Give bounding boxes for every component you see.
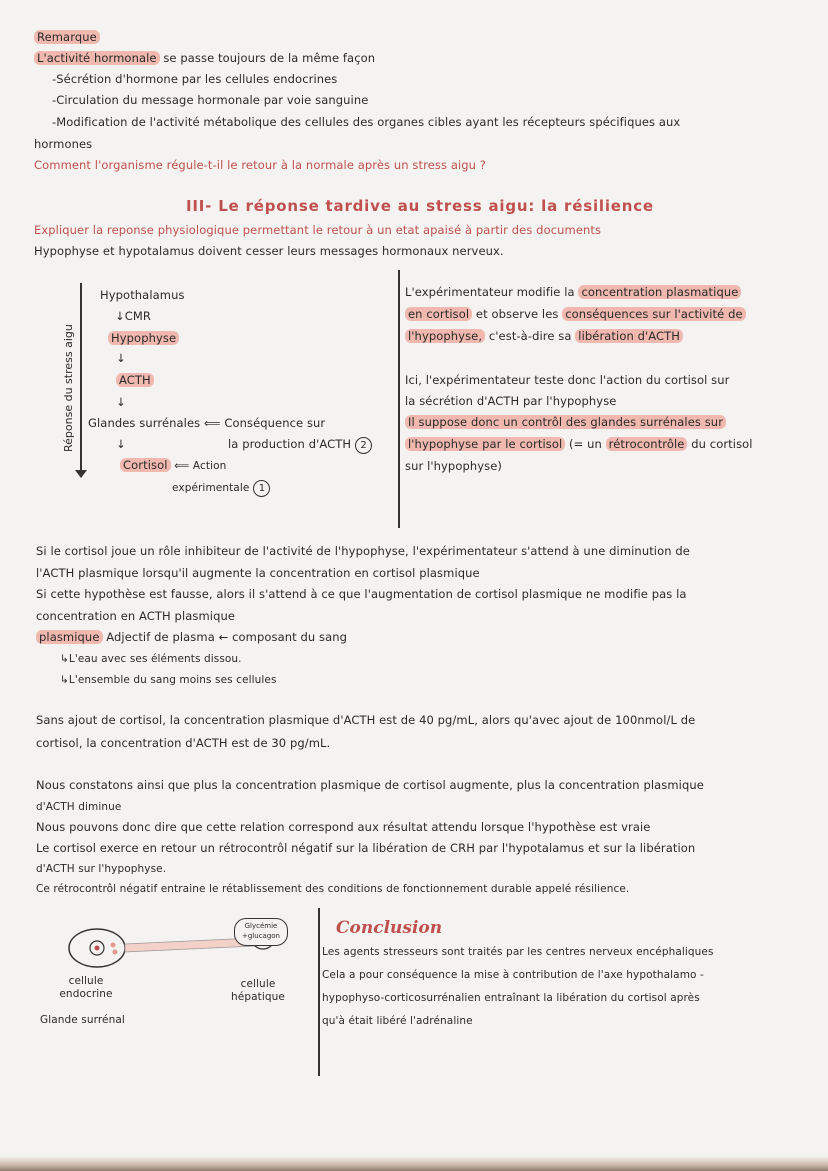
arrow-down-icon: ↓ xyxy=(116,437,126,451)
body-p3-l3: Nous pouvons donc dire que cette relation correspond aux résultat attendu lorsque l'hypothèse est vraie xyxy=(36,820,651,834)
remarque-bullet3: -Modification de l'activité métabolique des cellules des organes cibles ayant les récepteurs spécifiques aux xyxy=(52,115,681,129)
remarque-label: Remarque xyxy=(34,30,100,45)
section-intro: Hypophyse et hypotalamus doivent cesser leurs messages hormonaux nerveux. xyxy=(34,244,504,258)
bleed-through xyxy=(560,20,571,60)
body-p1-l3: Si cette hypothèse est fausse, alors il s'attend à ce que l'augmentation de cortisol plasmique ne modifie pas la xyxy=(36,587,687,601)
column-divider xyxy=(398,270,400,528)
body-p3-l1: Nous constatons ainsi que plus la concentration plasmique de cortisol augmente, plus la concentration plasmique xyxy=(36,778,704,792)
body-p3-l5: d'ACTH sur l'hypophyse. xyxy=(36,863,167,875)
stress-response-arrow-line xyxy=(80,283,82,473)
diagram-cortisol: Cortisol ⟸ Action xyxy=(120,458,226,474)
stress-response-label: Réponse du stress aigu xyxy=(62,324,75,452)
glycemie-bubble: Glycémie +glucagon xyxy=(234,918,288,946)
section-intro-red: Expliquer la reponse physiologique permettant le retour à un etat apaisé à partir des documents xyxy=(34,223,602,237)
remarque-line1: L'activité hormonale se passe toujours de la même façon xyxy=(34,51,375,66)
body-p3-l6: Ce rétrocontrôl négatif entraine le rétablissement des conditions de fonctionnement durable appelé résilience. xyxy=(36,883,630,895)
arrow-down-icon: ↓ xyxy=(116,351,126,365)
remarque-bullet1: -Sécrétion d'hormone par les cellules endocrines xyxy=(52,72,338,86)
right-p1-line2: en cortisol et observe les conséquences sur l'activité de xyxy=(405,307,746,322)
body-p2-l1: Sans ajout de cortisol, la concentration plasmique d'ACTH est de 40 pg/mL, alors qu'avec ajout de 100nmol/L de xyxy=(36,713,696,727)
definition-2: ↳L'ensemble du sang moins ses cellules xyxy=(60,674,277,686)
right-p1-line3: l'hypophyse, c'est-à-dire sa libération d'ACTH xyxy=(405,329,683,344)
conclusion-l4: qu'à était libéré l'adrénaline xyxy=(322,1015,473,1027)
right-p1-line1: L'expérimentateur modifie la concentration plasmatique xyxy=(405,285,741,300)
diagram-hypophyse: Hypophyse xyxy=(108,331,179,346)
glande-surrenal-label: Glande surrénal xyxy=(40,1014,125,1026)
diagram-acth: ACTH xyxy=(116,373,154,388)
body-p1-l1: Si le cortisol joue un rôle inhibiteur de l'activité de l'hypophyse, l'expérimentateur s'attend à une diminution de xyxy=(36,544,690,558)
hormone-dot xyxy=(113,950,118,955)
right-p2-line2: la sécrétion d'ACTH par l'hypophyse xyxy=(405,394,617,408)
number-2-circle: 2 xyxy=(355,437,372,454)
cellule-endocrine-label: cellule endocrine xyxy=(59,975,113,1000)
plasmique-definition: plasmique Adjectif de plasma ← composant du sang xyxy=(36,630,347,645)
remarque-bullet3-cont: hormones xyxy=(34,137,93,151)
definition-1: ↳L'eau avec ses éléments dissou. xyxy=(60,653,242,665)
arrow-down-icon: ↓ xyxy=(116,395,126,409)
diagram-production: la production d'ACTH 2 xyxy=(228,437,372,454)
remarque-question: Comment l'organisme régule-t-il le retour à la normale après un stress aigu ? xyxy=(34,158,487,172)
cellule-hepatique-label: cellule hépatique xyxy=(231,978,285,1003)
hormone-dot xyxy=(111,943,116,948)
body-p3-l4: Le cortisol exerce en retour un rétrocontrôl négatif sur la libération de CRH par l'hypotalamus et sur la libération xyxy=(36,841,696,855)
diagram-experimentale: expérimentale 1 xyxy=(172,480,270,497)
right-p2-line4: l'hypophyse par le cortisol (= un rétrocontrôle du cortisol xyxy=(405,437,753,452)
remarque-bullet2: -Circulation du message hormonale par voie sanguine xyxy=(52,93,369,107)
body-p2-l2: cortisol, la concentration d'ACTH est de 30 pg/mL. xyxy=(36,736,331,750)
diagram-cmr: ↓CMR xyxy=(115,309,151,323)
conclusion-l2: Cela a pour conséquence la mise à contribution de l'axe hypothalamo - xyxy=(322,969,704,981)
stress-response-arrow-head xyxy=(75,470,87,478)
conclusion-l3: hypophyso-corticosurrénalien entraînant la libération du cortisol après xyxy=(322,992,700,1004)
section-title: III- Le réponse tardive au stress aigu: la résilience xyxy=(186,197,654,215)
right-p2-line1: Ici, l'expérimentateur teste donc l'action du cortisol sur xyxy=(405,373,730,387)
right-p2-line5: sur l'hypophyse) xyxy=(405,459,502,473)
diagram-glandes: Glandes surrénales ⟸ Conséquence sur xyxy=(88,416,326,430)
conclusion-title: Conclusion xyxy=(336,918,443,938)
body-p1-l2: l'ACTH plasmique lorsqu'il augmente la concentration en cortisol plasmique xyxy=(36,566,480,580)
conclusion-divider xyxy=(318,908,320,1076)
page-bottom-edge xyxy=(0,1156,828,1171)
right-p2-line3: Il suppose donc un contrôl des glandes surrénales sur xyxy=(405,415,726,430)
nucleus-dot xyxy=(95,946,100,951)
number-1-circle: 1 xyxy=(253,480,270,497)
conclusion-l1: Les agents stresseurs sont traités par les centres nerveux encéphaliques xyxy=(322,946,714,958)
diagram-hypothalamus: Hypothalamus xyxy=(100,288,185,302)
body-p3-l2: d'ACTH diminue xyxy=(36,801,122,813)
body-p1-l4: concentration en ACTH plasmique xyxy=(36,609,236,623)
